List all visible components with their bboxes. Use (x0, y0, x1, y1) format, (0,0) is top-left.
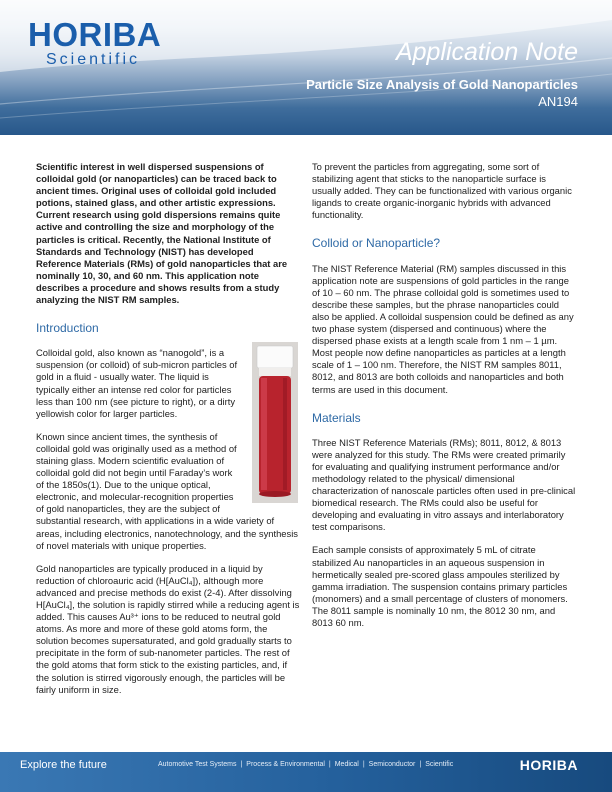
right-column (312, 161, 576, 640)
footer-tagline: Explore the future (20, 759, 107, 771)
intro-paragraph-2: Known since ancient times, the synthesis of colloidal gold was originally used as a method of staining glass. Modern scientific evaluation of colloidal gold did not begin until Faraday’s work of the 1850s(1). Due to the unique optical, electronic, and molecular-recognition properties of gold nanoparticles, they are the subject of substantial research, with applications in a wide variety of areas, including electronics, nanotechnology, and the synthesis of novel materials with unique properties. (36, 430, 298, 551)
document-type: Application Note (395, 38, 578, 66)
heading-introduction: Introduction (36, 321, 99, 336)
document-code: AN194 (538, 94, 578, 109)
logo-subtitle: Scientific (46, 51, 141, 68)
intro-paragraph-1: Colloidal gold, also known as “nanogold”, is a suspension (or colloid) of sub-micron particles of gold in a fluid - usually water. The liquid is typically either an intense red color for particles less than 100 nm (see picture to right), or a dirty yellowish color for larger particles. (36, 347, 238, 419)
footer-separator: | (419, 761, 422, 768)
logo-wordmark: HORIBA (28, 16, 162, 53)
footer-link-scientific[interactable]: Scientific (425, 761, 454, 768)
materials-paragraph-2: Each sample consists of approximately 5 mL of citrate stabilized Au nanoparticles in an aqueous suspension in hermetically sealed pre-scored glass ampoules sterilized by gamma irradiation. The suspension contains primary particles (monomers) and a small percentage of clusters of monomers. The 8011 sample is nominally 10 nm, the 8012 30 nm, and 8013 60 nm. (312, 544, 568, 628)
gold-colloid-vial-photo (252, 342, 298, 503)
intro-paragraph: Scientific interest in well dispersed suspensions of colloidal gold (or nanoparticles) can be traced back to ancient times. Original uses of colloidal gold included potions, stained glass, and other artistic expressions. Current research using gold dispersions remains quite active and controlling the size and morphology of the particles is critical. Recently, the National Institute of Standards and Technology (NIST) has developed Reference Materials (RMs) of gold nanoparticles that are nominally 10, 30, and 60 nm. This application note describes a procedure and shows results from a study analyzing the NIST RM samples. (36, 161, 288, 306)
materials-paragraph-1: Three NIST Reference Materials (RMs); 8011, 8012, & 8013 were analyzed for this study. The RMs were created primarily for evaluating and qualifying instrument performance and/or methodology related to the physical/ dimensional characterization of nanoscale particles often used in pre-clinical biomedical research. The RMs could also be useful for developing and evaluating in vitro assays and interlaboratory test comparisons. (312, 436, 576, 533)
stabilizer-paragraph: To prevent the particles from aggregating, some sort of stabilizing agent that sticks to the nanoparticle surface is usually added. They can be functionalized with various organic ligands to create organic-inorganic hybrids with advanced functionality. (312, 161, 572, 221)
footer-link-semiconductor[interactable]: Semiconductor (368, 761, 416, 768)
intro-paragraph-3: Gold nanoparticles are typically produced in a liquid by reduction of chloroauric acid (H[AuCl₄]), although more advanced and precise methods do exist (2-4). After dissolving H[AuCl₄], the solution is rapidly stirred while a reducing agent is added. This causes Au³⁺ ions to be reduced to neutral gold atoms. As more and more of these gold atoms form, the solution becomes supersaturated, and gold gradually starts to precipitate in the form of sub-nanometer particles. The rest of the gold atoms that form stick to the existing particles, and, if the solution is stirred vigorously enough, the particles will be fairly uniform in size. (36, 562, 300, 695)
heading-colloid-or-nanoparticle: Colloid or Nanoparticle? (312, 236, 441, 251)
footer-separator: | (362, 761, 365, 768)
footer-divisions (158, 761, 453, 768)
footer-separator: | (328, 761, 331, 768)
heading-materials: Materials (312, 410, 361, 425)
horiba-logo (28, 18, 161, 68)
footer-logo: HORIBA (519, 757, 578, 773)
left-column (36, 161, 300, 707)
colloid-paragraph: The NIST Reference Material (RM) samples discussed in this application note are suspensions of gold particles in the range of 10 – 60 nm. The phrase colloidal gold is sometimes used to describe these samples, but the phrase nanoparticles could also be applied. A colloidal suspension could be defined as any two phase system (dispersed and continuous) where the dispersed phase exists at a length scale from 1 nm – 1 µm. Most people now define nanoparticles as particles at a length scale of 1 – 100 nm. Therefore, the NIST RM samples 8011, 8012, and 8013 are both colloids and nanoparticles and both terms are used in this document. (312, 262, 574, 395)
document-title: Particle Size Analysis of Gold Nanoparticles (306, 77, 578, 92)
footer-link-medical[interactable]: Medical (334, 761, 359, 768)
footer-bar (0, 752, 612, 792)
footer-separator: | (240, 761, 243, 768)
footer-link-automotive[interactable]: Automotive Test Systems (158, 761, 237, 768)
footer-link-process-environmental[interactable]: Process & Environmental (246, 761, 325, 768)
header-banner (0, 0, 612, 135)
